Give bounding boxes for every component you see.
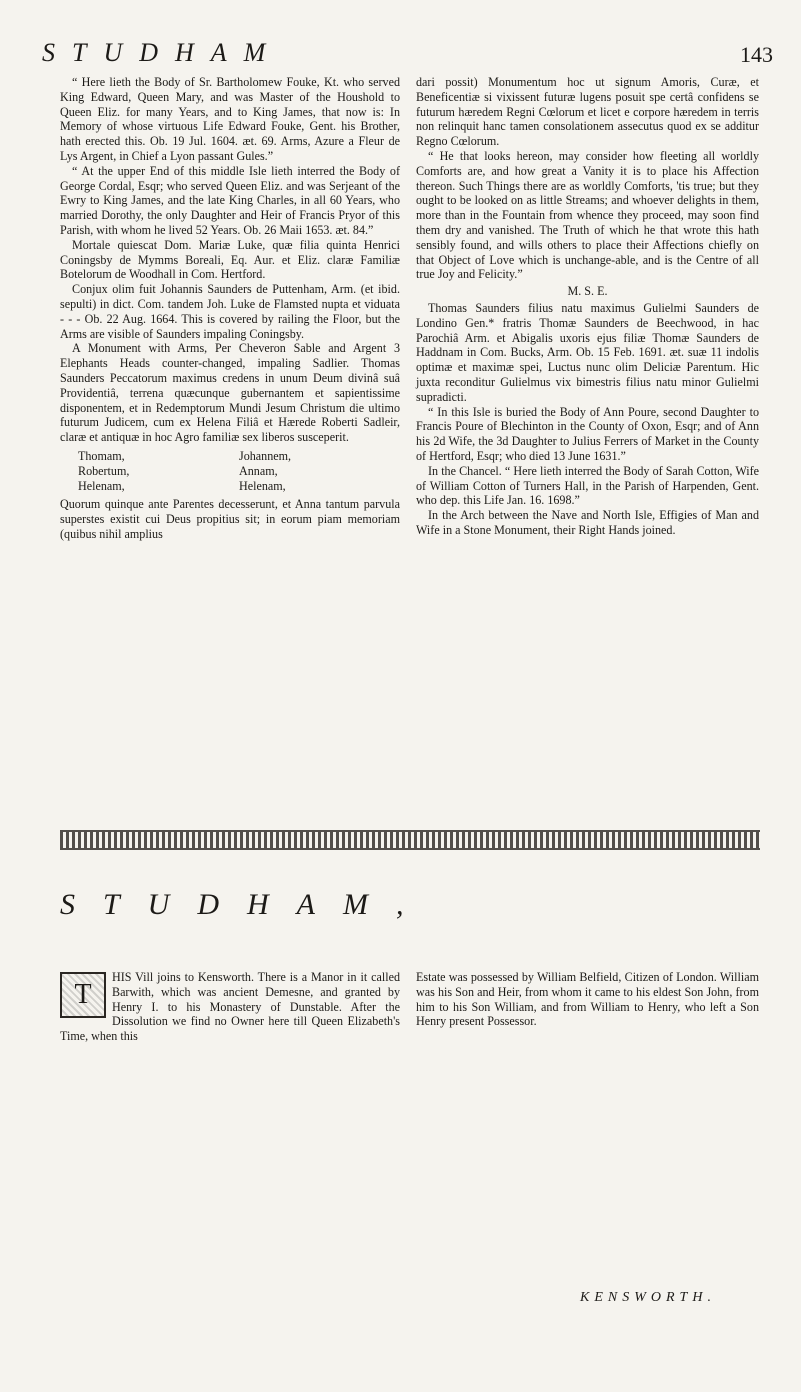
drop-cap: T — [60, 972, 106, 1018]
inscription-english: “ He that looks hereon, may consider how fleeting all worldly Comforts are, and how great a Vanity it is to place his Affection thereon. Such Things there are as worldly Comforts, 'tis true; but they ought to be looked on as little Streams; and whoever delights in them, more than in the Fountain from whence they proceed, may soon find them dry and vanished. The Truth of which he that wrote this hath sensibly found, and wills others to place their Affections chiefly on that Object of Love which is unchange-able, and is the Centre of all true Joy and Felicity.” — [416, 148, 759, 282]
child-name: Thomam, — [78, 448, 125, 463]
inscription-luke-cont: Conjux olim fuit Johannis Saunders de Puttenham, Arm. (et ibid. sepulti) in dict. Com. tandem Joh. Luke de Flamsted nupta et viduata - - - Ob. 22 Aug. 1664. This is covered by railing the Floor, but the Arms are visible of Saunders impaling Coningsby. — [60, 282, 400, 341]
inscription-sarah-cotton: In the Chancel. “ Here lieth interred the Body of Sarah Cotton, Wife of William Cotton of Turners Hall, in the Parish of Harpenden, Gent. who dep. this Life Jan. 16. 1698.” — [416, 463, 759, 508]
child-name: Helenam, — [239, 478, 286, 493]
inscription-luke: Mortale quiescat Dom. Mariæ Luke, quæ filia quinta Henrici Coningsby de Mymms Boreali, Eq. Aur. et Eliz. claræ Familiæ Botelorum de Woodhall in Com. Hertford. — [60, 237, 400, 282]
decorative-ornament-band — [60, 830, 760, 850]
page-number: 143 — [740, 42, 773, 67]
section-title: STUDHAM, — [60, 888, 432, 921]
right-column — [416, 75, 759, 538]
effigies-note: In the Arch between the Nave and North Isle, Effigies of Man and Wife in a Stone Monument, their Right Hands joined. — [416, 508, 759, 537]
monument-saunders: A Monument with Arms, Per Cheveron Sable and Argent 3 Elephants Heads counter-changed, impaling Sadlier. Thomas Saunders Peccatorum maximus credens in unum Deum divinâ suâ Providentiâ, terrena quæcunque gubernantem et sapientissime disponentem, et in Redemptorum Mundi Jesum Christum die ultimo futurum Judicem, cum ex Helena Filiâ et Hærede Roberti Sadleir, claræ et antiquæ in hoc Agro familiæ sex liberos susceperit. — [60, 341, 400, 445]
child-name: Helenam, — [78, 478, 125, 493]
left-column — [60, 75, 400, 542]
inscription-ann-poure: “ In this Isle is buried the Body of Ann Poure, second Daughter to Francis Poure of Blechinton in the County of Oxon, Esqr; and of Ann his 2d Wife, the 3d Daughter to Julius Ferrers of Market in the County of Hertford, Esqr; who died 13 June 1631.” — [416, 404, 759, 463]
section-right-column — [416, 970, 759, 1029]
children-names — [78, 449, 400, 493]
inscription-fouke: “ Here lieth the Body of Sr. Bartholomew Fouke, Kt. who served King Edward, Queen Mary, and was Master of the Houshold to Queen Eliz. for many Years, and to King James, that now is: In Memory of whose virtuous Life Edward Fouke, Gent. his Brother, hath erected this. Ob. 19 Jul. 1604. æt. 69. Arms, Azure a Fleur de Lys Argent, in Chief a Lyon passant Gules.” — [60, 75, 400, 163]
inscription-latin-end: Quorum quinque ante Parentes decesserunt, et Anna tantum parvula superstes existit cui Deus propitius sit; in eorum piam memoriam (quibus nihil amplius — [60, 497, 400, 541]
running-head: STUDHAM — [42, 38, 283, 67]
inscription-thomas-saunders: Thomas Saunders filius natu maximus Gulielmi Saunders de Londino Gen.* fratris Thomæ Saunders de Beechwood, in hac Parochiâ Arm. et Abigalis uxoris ejus filiæ Thomæ Saunders de Haddnam in Com. Bucks, Arm. Ob. 15 Feb. 1691. æt. suæ 11 indolis optimæ et maximæ spei, Luctus nunc olim Deliciæ Parentum. Hic juxta reconditur Gulielmus vix bimestris filius natu minor Gulielmi supradicti. — [416, 300, 759, 404]
catchword: KENSWORTH. — [580, 1290, 716, 1305]
section-text-left: HIS Vill joins to Kensworth. There is a Manor in it called Barwith, which was ancient Demesne, and granted by Henry I. to his Monastery of Dunstable. After the Dissolution we find no Owner here till Queen Elizabeth's Time, when this — [60, 970, 400, 1044]
inscription-latin-cont: dari possit) Monumentum hoc ut signum Amoris, Curæ, et Beneficentiæ si vixissent futuræ lugens posuit spe certâ confidens se futurum hæredem Regni Cœlorum et licet e corpore hæredem in terris non relinquit hanc tamen consolationem assecutus quod ex se additur Regno Cœlorum. — [416, 75, 759, 149]
child-name: Robertum, — [78, 463, 130, 478]
section-left-column — [60, 970, 400, 1044]
child-name: Johannem, — [239, 448, 292, 463]
inscription-cordal: “ At the upper End of this middle Isle lieth interred the Body of George Cordal, Esqr; who served Queen Eliz. and was Serjeant of the Ewry to King James, and the late King Charles, in all 60 Years, who married Dorothy, the only Daughter and Heir of Francis Pryor of this Parish, with whom he lived 52 Years. Ob. 26 Maii 1653. æt. 84.” — [60, 163, 400, 237]
monogram-signature: M. S. E. — [567, 284, 608, 299]
child-name: Annam, — [239, 463, 278, 478]
section-text-right: Estate was possessed by William Belfield, Citizen of London. William was his Son and Heir, from whom it came to his eldest Son John, from him to his Son William, and from William to Henry, who left a Son Henry present Possessor. — [416, 970, 759, 1029]
